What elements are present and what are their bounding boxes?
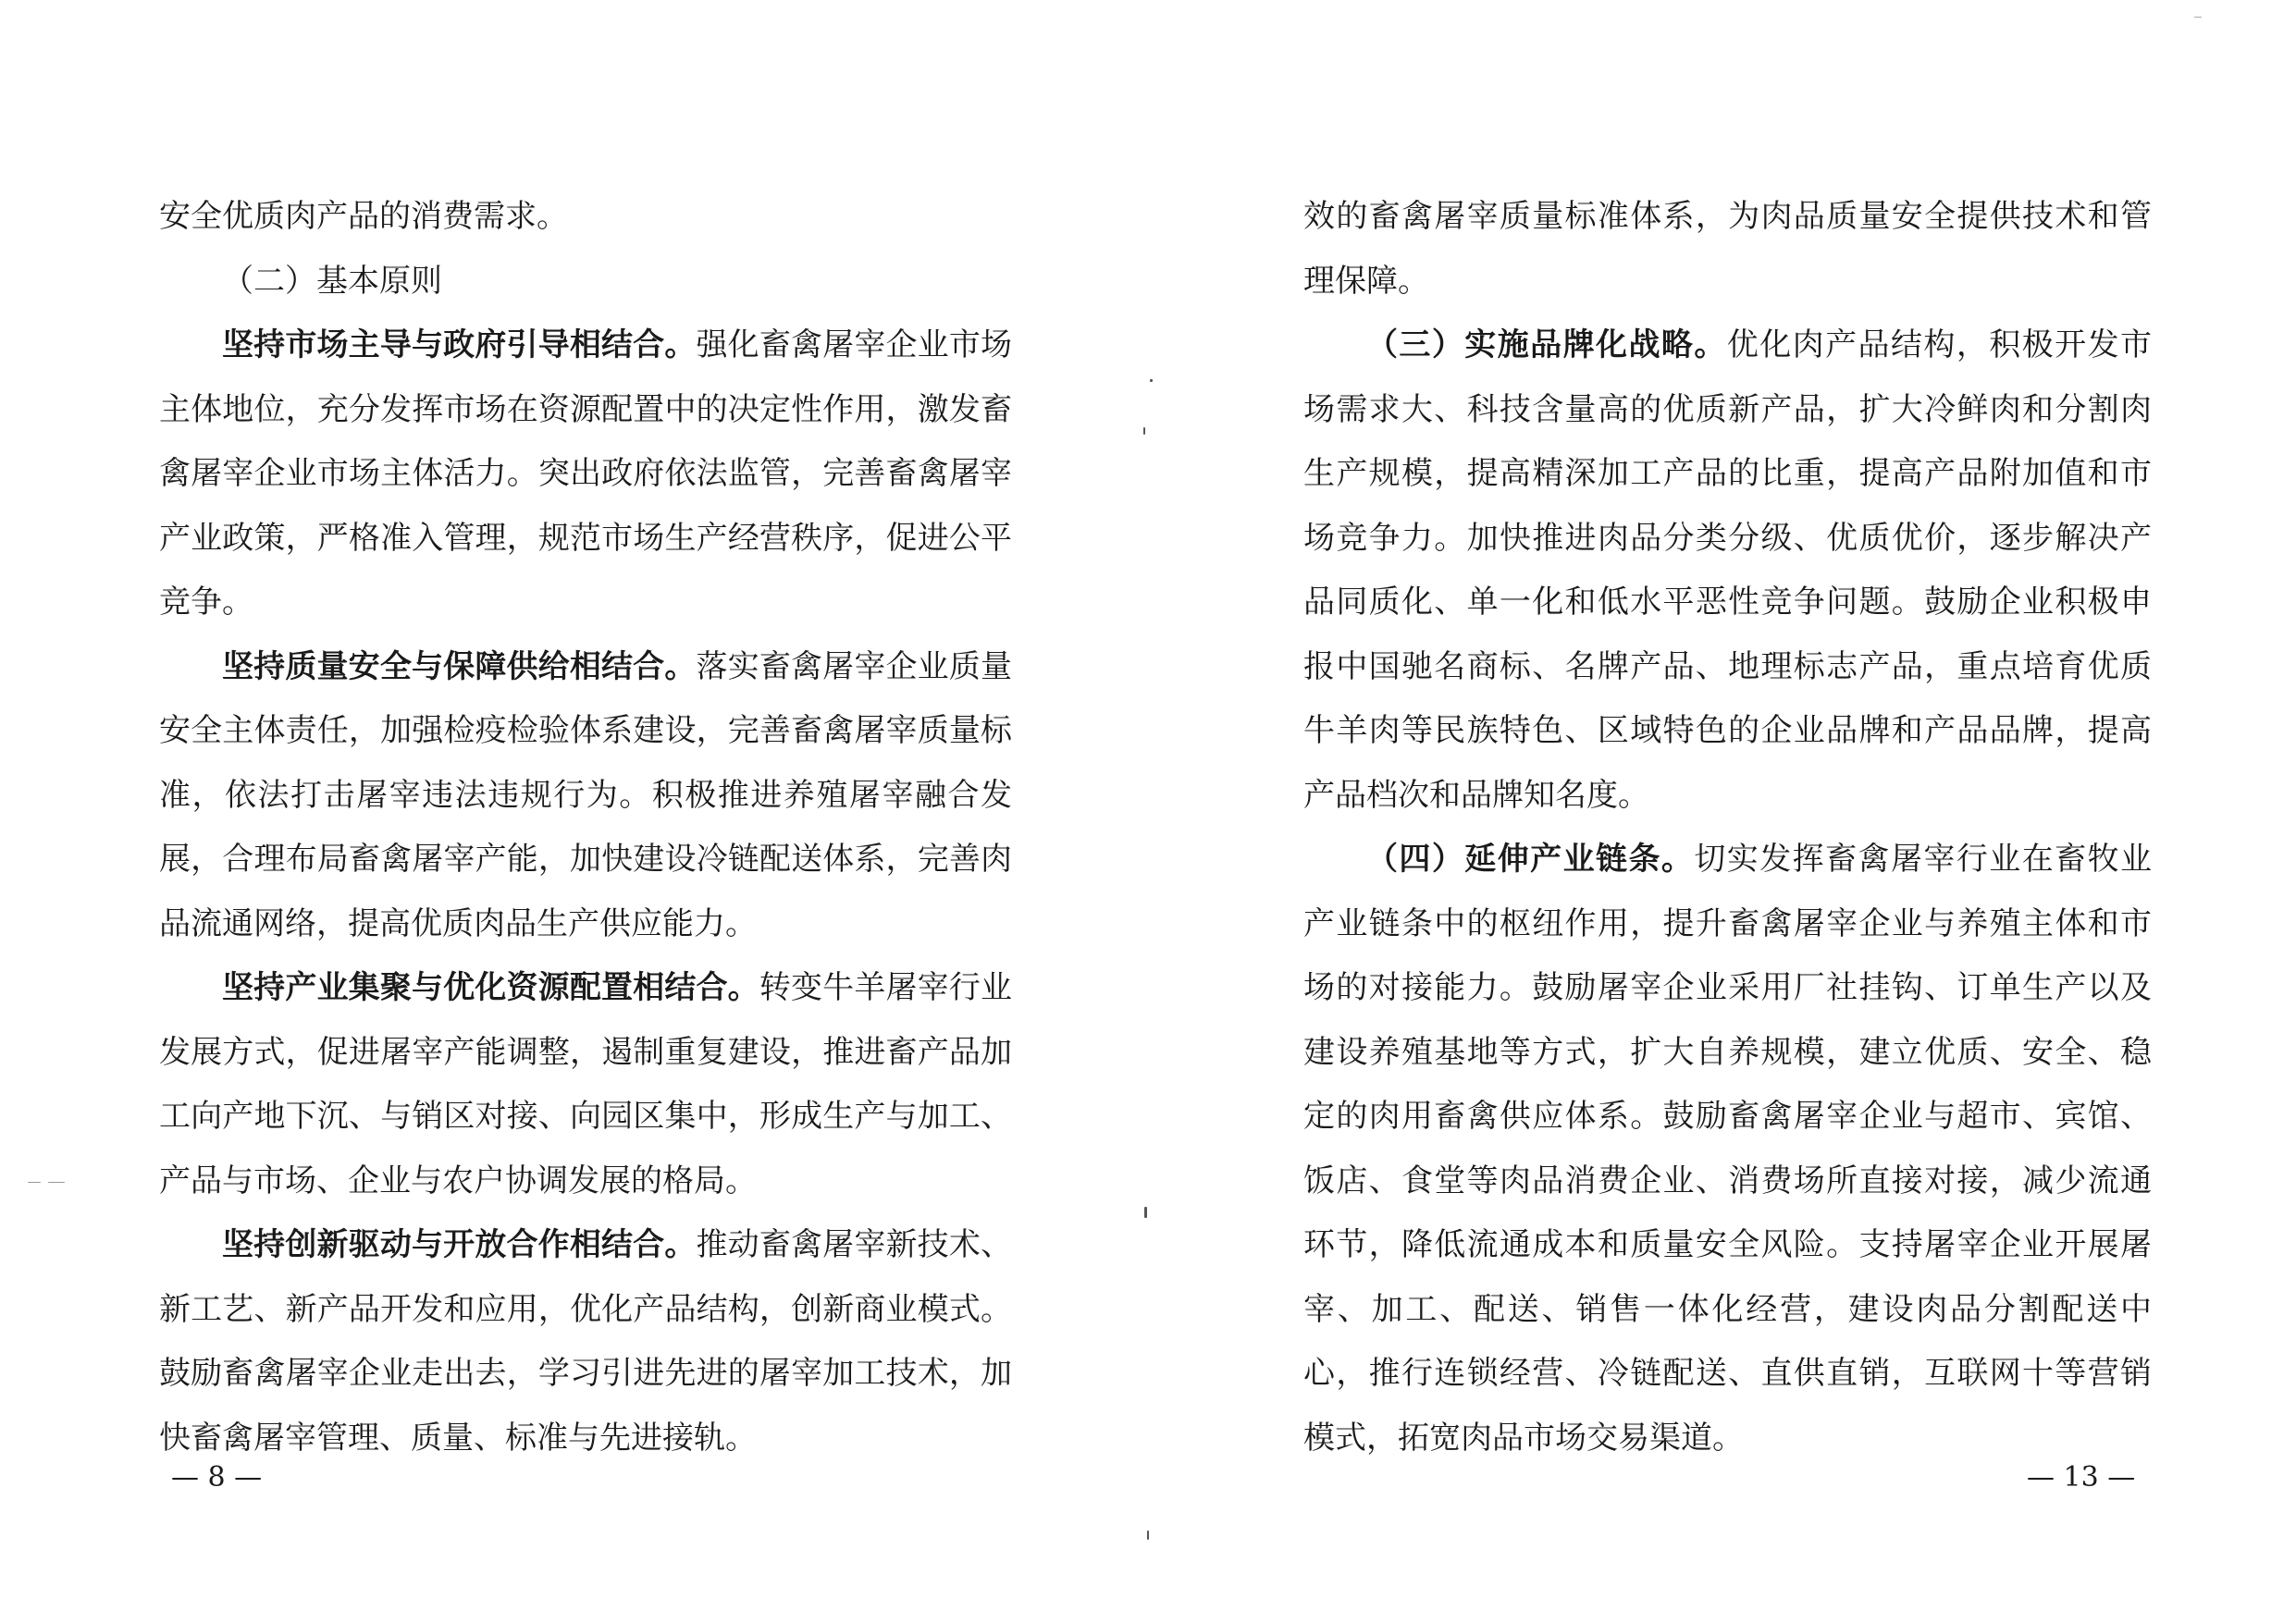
right-page bbox=[1148, 0, 2296, 1623]
section-heading-basic-principles: （二）基本原则 bbox=[222, 262, 442, 300]
section-lead: （三）实施品牌化战略。 bbox=[1366, 326, 1727, 363]
page-number-right: — 13 — bbox=[2027, 1461, 2136, 1494]
scan-speck bbox=[2194, 17, 2202, 18]
principle-lead: 坚持市场主导与政府引导相结合。 bbox=[222, 326, 697, 363]
page-number-left: — 8 — bbox=[171, 1461, 263, 1494]
section-paragraph-industry-chain bbox=[1303, 828, 2152, 1470]
principle-lead: 坚持创新驱动与开放合作相结合。 bbox=[222, 1226, 697, 1263]
principle-body: 落实畜禽屠宰企业质量安全主体责任，加强检疫检验体系建设，完善畜禽屠宰质量标准，依法打击屠宰违法违规行为。积极推进养殖屠宰融合发展，合理布局畜禽屠宰产能，加快建设冷链配送体系，完善肉品流通网络，提高优质肉品生产供应能力。 bbox=[159, 647, 1012, 942]
scan-speck bbox=[1150, 379, 1153, 382]
scan-speck bbox=[1143, 427, 1145, 435]
section-body: 切实发挥畜禽屠宰行业在畜牧业产业链条中的枢纽作用，提升畜禽屠宰企业与养殖主体和市场的对接能力。鼓励屠宰企业采用厂社挂钩、订单生产以及建设养殖基地等方式，扩大自养规模，建立优质、安全、稳定的肉用畜禽供应体系。鼓励畜禽屠宰企业与超市、宾馆、饭店、食堂等肉品消费企业、消费场所直接对接，减少流通环节，降低流通成本和质量安全风险。支持屠宰企业开展屠宰、加工、配送、销售一体化经营，建设肉品分割配送中心，推行连锁经营、冷链配送、直供直销，互联网十等营销模式，拓宽肉品市场交易渠道。 bbox=[1303, 841, 2153, 1457]
left-page-body bbox=[159, 185, 1012, 1470]
principle-body: 转变牛羊屠宰行业发展方式，促进屠宰产能调整，遏制重复建设，推进畜产品加工向产地下沉、与销区对接、向园区集中，形成生产与加工、产品与市场、企业与农户协调发展的格局。 bbox=[159, 969, 1013, 1199]
section-lead: （四）延伸产业链条。 bbox=[1366, 841, 1695, 878]
paragraph-continuation: 效的畜禽屠宰质量标准体系，为肉品质量安全提供技术和管理保障。 bbox=[1303, 198, 2152, 300]
principle-lead: 坚持产业集聚与优化资源配置相结合。 bbox=[222, 969, 759, 1006]
principle-paragraph-market bbox=[159, 314, 1012, 635]
principle-paragraph-industry bbox=[159, 956, 1012, 1213]
right-page-body bbox=[1303, 185, 2152, 1470]
scan-speck bbox=[48, 1182, 65, 1183]
section-body: 优化肉产品结构，积极开发市场需求大、科技含量高的优质新产品，扩大冷鲜肉和分割肉生产规模，提高精深加工产品的比重，提高产品附加值和市场竞争力。加快推进肉品分类分级、优质优价，逐步解决产品同质化、单一化和低水平恶性竞争问题。鼓励企业积极申报中国驰名商标、名牌产品、地理标志产品，重点培育优质牛羊肉等民族特色、区域特色的企业品牌和产品品牌，提高产品档次和品牌知名度。 bbox=[1303, 326, 2153, 814]
scan-speck bbox=[1144, 1207, 1147, 1218]
section-paragraph-branding bbox=[1303, 314, 2152, 828]
principle-body: 推动畜禽屠宰新技术、新工艺、新产品开发和应用，优化产品结构，创新商业模式。鼓励畜禽屠宰企业走出去，学习引进先进的屠宰加工技术，加快畜禽屠宰管理、质量、标准与先进接轨。 bbox=[159, 1226, 1012, 1457]
principle-lead: 坚持质量安全与保障供给相结合。 bbox=[222, 647, 697, 685]
principle-paragraph-quality bbox=[159, 635, 1012, 957]
principle-paragraph-innovation bbox=[159, 1213, 1012, 1470]
paragraph-continuation: 安全优质肉产品的消费需求。 bbox=[159, 198, 568, 235]
principle-body: 强化畜禽屠宰企业市场主体地位，充分发挥市场在资源配置中的决定性作用，激发畜禽屠宰企业市场主体活力。突出政府依法监管，完善畜禽屠宰产业政策，严格准入管理，规范市场生产经营秩序，促进公平竞争。 bbox=[159, 326, 1012, 621]
scan-speck bbox=[1147, 1531, 1149, 1540]
scan-speck bbox=[28, 1182, 41, 1183]
